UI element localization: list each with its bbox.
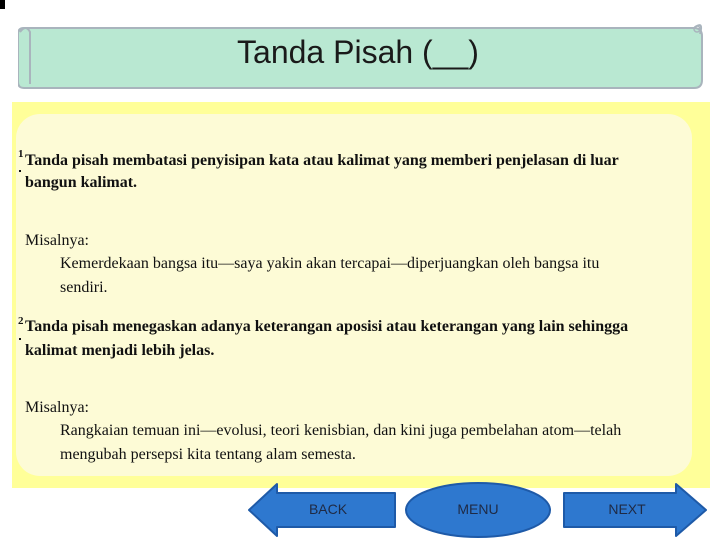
item-1-rule-continued: bangun kalimat. [25, 174, 138, 191]
page-title: Tanda Pisah (__) [237, 34, 479, 70]
corner-mark [0, 0, 5, 9]
item-2-example-line2: mengubah persepsi kita tentang alam semesta. [60, 446, 356, 463]
item-2-example-line1: Rangkaian temuan ini—evolusi, teori kenisbian, dan kini juga pembelahan atom—telah [60, 422, 622, 439]
item-1-example-line1: Kemerdekaan bangsa itu—saya yakin akan tercapai—diperjuangkan oleh bangsa itu [60, 255, 600, 272]
item-1-example-line2: sendiri. [60, 279, 108, 296]
title-banner [18, 22, 698, 92]
item-2-example-label: Misalnya: [25, 399, 89, 416]
item-2-rule: Tanda pisah menegaskan adanya keterangan aposisi atau keterangan yang lain sehingga [25, 318, 629, 335]
item-2-number: 2 [18, 315, 24, 327]
back-button-label: BACK [308, 501, 348, 517]
item-2-rule-continued: kalimat menjadi lebih jelas. [25, 342, 215, 359]
item-1-rule: Tanda pisah membatasi penyisipan kata atau kalimat yang memberi penjelasan di luar [25, 152, 619, 169]
item-1-bullet-dot [19, 170, 21, 172]
menu-button-label: MENU [457, 501, 499, 517]
item-2-bullet-dot [19, 338, 21, 340]
item-1-example-label: Misalnya: [25, 232, 89, 249]
item-1-number: 1 [18, 148, 24, 160]
next-button-label: NEXT [608, 501, 646, 517]
